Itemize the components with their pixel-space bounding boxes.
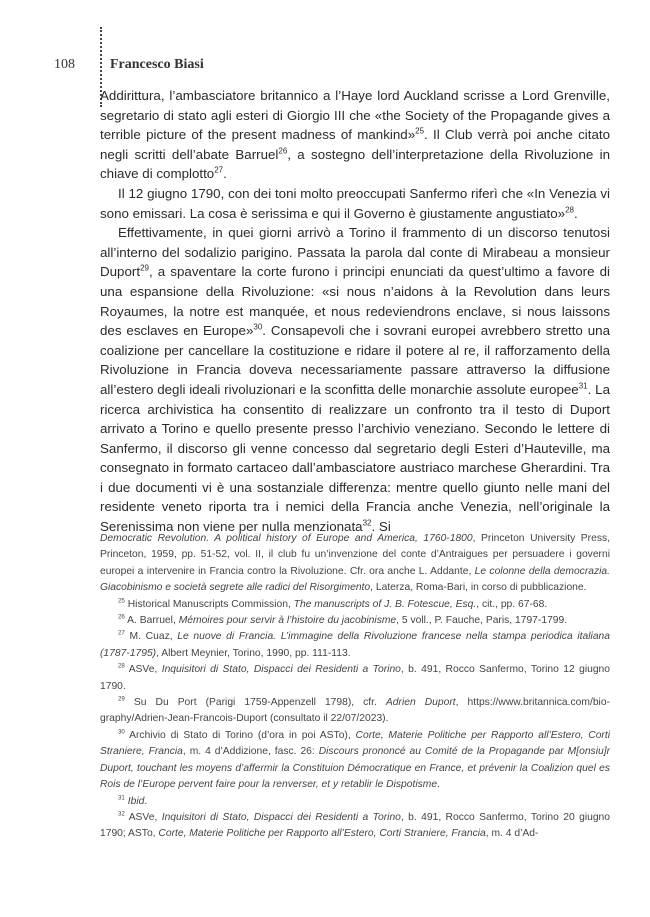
footnote-ref: 29 bbox=[140, 263, 149, 273]
footnote-ref: 25 bbox=[415, 126, 425, 136]
footnote-ref: 32 bbox=[362, 518, 372, 528]
footnote-continuation: Democratic Revolution. A political history of Europe and America, 1760-1800, Princeton University Press, Princeton, 1959, pp. 51-52, vol. II, il club fu un’invenzione del conte d’Antraigues per persuadere i governi europei a intervenire in Francia contro la Rivoluzione. Cfr. ora anche L. Addante, Le colonne della democrazia. Giacobinismo e società segrete alle radici del Risorgimento, Laterza, Roma-Bari, in corso di pubblicazione. bbox=[100, 533, 610, 594]
paragraph: Addirittura, l’ambasciatore britannico a l’Haye lord Auckland scrisse a Lord Grenville, segretario di stato agli esteri di Giorgio III che «the Society of the Propagande gives a terrible picture of the present madness of mankind»$^{25}$. Il Club verrà poi anche citato negli scritti dell’abate Barruel$^{26}$, a sostegno dell’interpretazione della Rivoluzione in chiave di complotto$^{27}$. bbox=[100, 88, 610, 182]
main-text bbox=[100, 86, 610, 537]
page-number: 108 bbox=[54, 57, 75, 72]
footnote: $^{32}$ ASVe, Inquisitori di Stato, Dispacci dei Residenti a Torino, b. 491, Rocco Sanfermo, Torino 20 giugno 1790; ASTo, Corte, Materie Politiche per Rapporto all’Estero, Corti Straniere, Francia, m. 4 d’Ad- bbox=[100, 810, 611, 840]
footnote-ref: 28 bbox=[565, 205, 574, 215]
footnote: $^{27}$ M. Cuaz, Le nuove di Francia. L’immagine della Rivoluzione francese nella stampa periodica italiana (1787-1795), Albert Meynier, Torino, 1990, pp. 111-113. bbox=[100, 630, 610, 659]
footnote: $^{29}$ Su Du Port (Parigi 1759-Appenzell 1798), cfr. Adrien Duport, https://www.britannica.com/biography/Adrien-Jean-Francois-Duport (consultato il 22/07/2023). bbox=[100, 695, 611, 725]
footnote: $^{25}$ Historical Manuscripts Commission, The manuscripts of J. B. Fotescue, Esq., cit., pp. 67-68. bbox=[118, 597, 548, 610]
footnote-ref: 30 bbox=[253, 322, 263, 332]
running-head-author: Francesco Biasi bbox=[110, 57, 204, 72]
footnote: $^{30}$ Archivio di Stato di Torino (d’ora in poi ASTo), Corte, Materie Politiche per Rapporto all’Estero, Corti Straniere, Francia, m. 4 d’Addizione, fasc. 26: Discours prononcé au Comité de la Propagande par M[onsiu]r Duport, touchant les moyens d’affermir la Constituion Démocratique en France, et prévenir la Coalizion quel es Rois de l’Europe pervent faire pour la renverser, et y retablir le Dispotisme. bbox=[100, 728, 611, 791]
footnote: $^{28}$ ASVe, Inquisitori di Stato, Dispacci dei Residenti a Torino, b. 491, Rocco Sanfermo, Torino 12 giugno 1790. bbox=[100, 662, 611, 692]
footnotes bbox=[100, 531, 610, 843]
paragraph: Effettivamente, in quei giorni arrivò a Torino il frammento di un discorso tenutosi all’interno del sodalizio parigino. Passata la parola dal conte di Mirabeau a monsieur Duport$^{29}$, a spaventare la corte furono i principi enunciati da quest’ultimo a favore di una espansione della Rivoluzione: «si nous n’aidons à la Revolution dans leurs Royaumes, la notre est manquée, et nous redeviendrons enclave, si nous laissons des esclaves en Europe»$^{30}$. Consapevoli che i sovrani europei avrebbero stretto una coalizione per cancellare la costituzione e ridare il potere al re, il rafforzamento della Rivoluzione in Francia doveva necessariamente passare attraverso la diffusione all’estero degli ideali rivoluzionari e la sconfitta delle monarchie assolute europee$^{31}$. La ricerca archivistica ha consentito di realizzare un confronto tra il testo di Duport arrivato a Torino e quello presente presso l’archivio veneziano. Secondo le lettere di Sanfermo, il discorso gli venne concesso dal segretario degli Esteri d’Hauteville, ma consegnato in formato cartaceo dall’ambasciatore austriaco marchese Gherardini. Tra i due documenti vi è una sostanziale differenza: mentre quello giunto nelle mani del residente veneto riporta tra i nemici della Francia anche Venezia, nell’originale la Serenissima non viene per nulla menzionata$^{32}$. Si bbox=[100, 225, 611, 535]
footnote-ref: 26 bbox=[278, 146, 288, 156]
footnote: $^{26}$ A. Barruel, Mémoires pour servir à l’histoire du jacobinisme, 5 voll., P. Fauche, Paris, 1797-1799. bbox=[118, 613, 568, 627]
footnote-ref: 27 bbox=[214, 165, 224, 175]
paragraph: Il 12 giugno 1790, con dei toni molto preoccupati Sanfermo riferì che «In Venezia vi sono emissari. La cosa è serissima e qui il Governo è giustamente angustiato»$^{28}$. bbox=[100, 185, 610, 221]
page-header bbox=[54, 57, 614, 79]
footnote: $^{31}$ Ibid. bbox=[118, 794, 148, 807]
footnote-ref: 31 bbox=[578, 381, 588, 391]
